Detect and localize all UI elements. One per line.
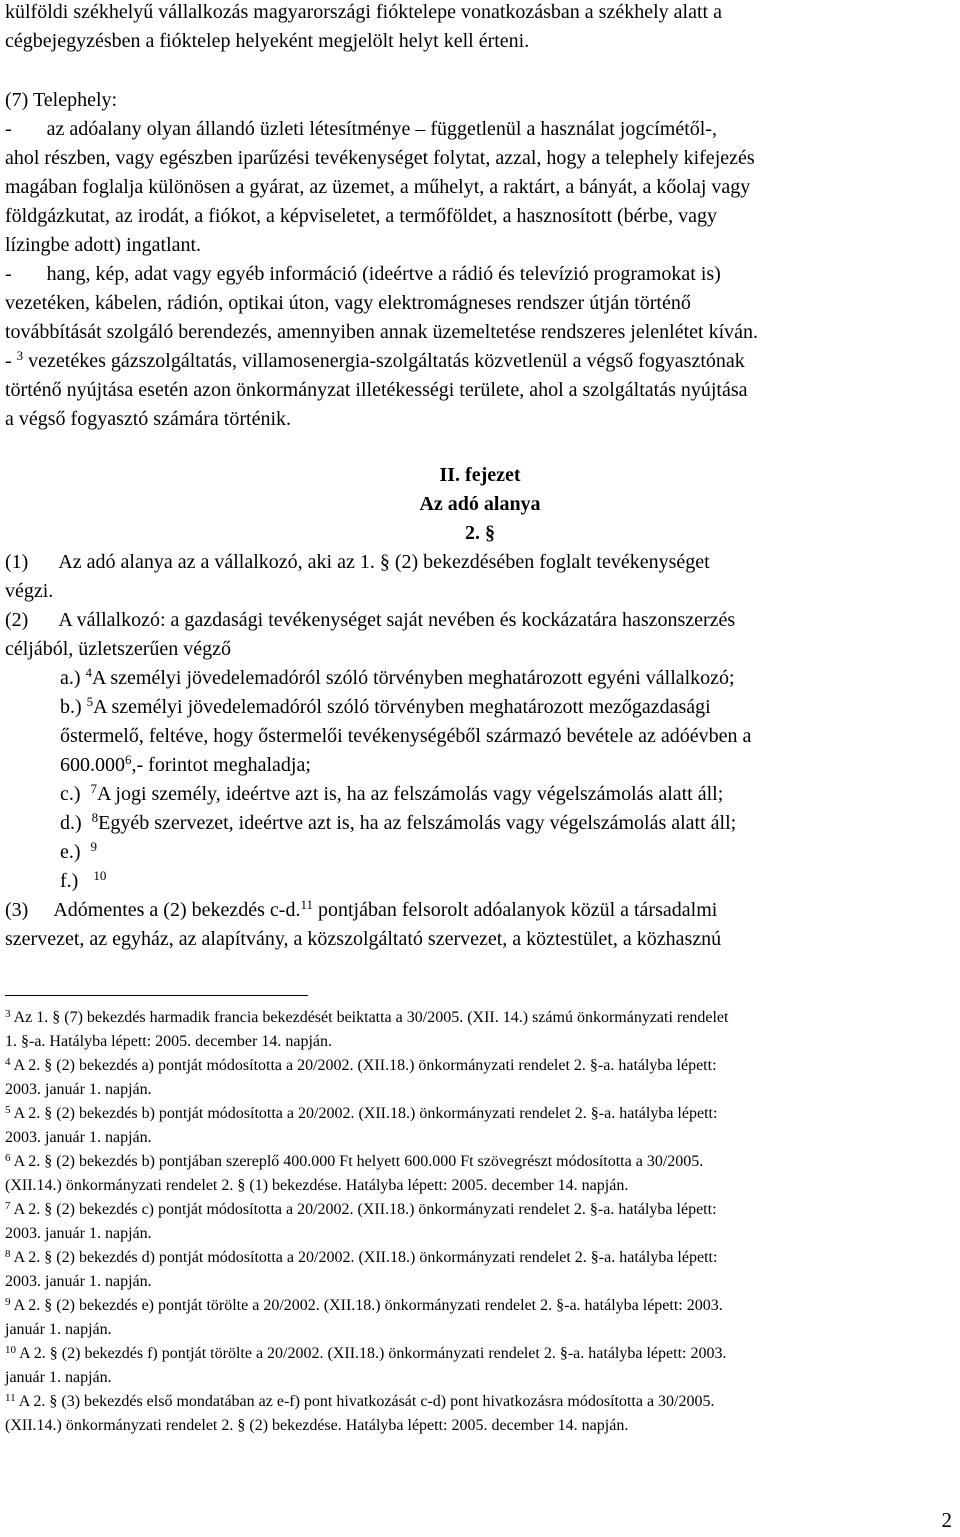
footnote-text: A 2. § (2) bekezdés b) pontját módosította a 20/2002. (XII.18.) önkormányzati rendelet 2. §-a. hatályba lépett: xyxy=(10,1105,718,1122)
item-text: A személyi jövedelemadóról szóló törvényben meghatározott egyéni vállalkozó; xyxy=(92,667,735,689)
footnote-text: A 2. § (2) bekezdés b) pontjában szereplő 400.000 Ft helyett 600.000 Ft szövegrészt módosította a 30/2005. xyxy=(10,1153,704,1170)
text-span: pontjában felsorolt adóalanyok közül a társadalmi xyxy=(312,899,718,921)
footnote-text: A 2. § (2) bekezdés a) pontját módosította a 20/2002. (XII.18.) önkormányzati rendelet 2. §-a. hatályba lépett: xyxy=(10,1057,717,1074)
footnote-9-line2: január 1. napján. xyxy=(5,1321,112,1338)
list-item-b-line2: őstermelő, feltéve, hogy őstermelői tevékenységéből származó bevétele az adóévben a xyxy=(60,725,752,747)
footnote-number: 10 xyxy=(5,1344,16,1356)
footnote-number: 5 xyxy=(5,1104,11,1116)
section-label-telephely: (7) Telephely: xyxy=(5,89,118,111)
footnote-text: Az 1. § (7) bekezdés harmadik francia bekezdését beiktatta a 30/2005. (XII. 14.) számú önkormányzati rendelet xyxy=(10,1009,729,1026)
paragraph-1-line2: végzi. xyxy=(5,580,54,602)
footnote-ref: 7 xyxy=(90,781,98,796)
footnote-ref: 9 xyxy=(90,839,98,854)
chapter-heading: II. fejezet xyxy=(439,464,521,486)
footnote-11-line2: (XII.14.) önkormányzati rendelet 2. § (2) bekezdése. Hatályba lépett: 2005. december 14. napján. xyxy=(5,1417,629,1434)
item-label: a.) xyxy=(60,667,86,689)
item-label: f.) xyxy=(60,870,94,892)
text-line: a végső fogyasztó számára történik. xyxy=(5,408,292,430)
footnote-number: 3 xyxy=(5,1008,11,1020)
footnote-separator xyxy=(5,995,308,996)
footnote-3 xyxy=(5,1008,728,1028)
footnote-ref: 6 xyxy=(125,752,132,767)
item-label: c.) xyxy=(60,783,91,805)
footnote-text: A 2. § (2) bekezdés e) pontját törölte a 20/2002. (XII.18.) önkormányzati rendelet 2. §-a. hatályba lépett: 2003. xyxy=(10,1297,723,1314)
list-item-c xyxy=(60,782,723,806)
item-label: d.) xyxy=(60,812,92,834)
list-item-b xyxy=(60,695,711,719)
paragraph-2-line2: céljából, üzletszerűen végző xyxy=(5,638,231,660)
paragraph-3-line2: szervezet, az egyház, az alapítvány, a közszolgáltató szervezet, a köztestület, a közhasznú xyxy=(5,928,722,950)
footnote-text: A 2. § (2) bekezdés d) pontját módosította a 20/2002. (XII.18.) önkormányzati rendelet 2. §-a. hatályba lépett: xyxy=(10,1249,718,1266)
footnote-8-line2: 2003. január 1. napján. xyxy=(5,1273,152,1290)
text-line: földgázkutat, az irodát, a fiókot, a képviseletet, a termőföldet, a hasznosított (bérbe, vagy xyxy=(5,205,717,227)
item-label: e.) xyxy=(60,841,91,863)
footnote-7-line2: 2003. január 1. napján. xyxy=(5,1225,152,1242)
list-item-a xyxy=(60,666,735,690)
footnote-ref: 4 xyxy=(85,665,93,680)
footnote-11 xyxy=(5,1392,715,1412)
text-line: magában foglalja különösen a gyárat, az üzemet, a műhelyt, a raktárt, a bányát, a kőolaj vagy xyxy=(5,176,751,198)
dash: - xyxy=(5,350,17,372)
footnote-3-line2: 1. §-a. Hatályba lépett: 2005. december 14. napján. xyxy=(5,1033,332,1050)
text-line: - az adóalany olyan állandó üzleti létesítménye – függetlenül a használat jogcímétől-, xyxy=(5,118,717,140)
footnote-number: 8 xyxy=(5,1248,11,1260)
item-text: ,- forintot meghaladja; xyxy=(131,754,311,776)
footnote-text: A 2. § (2) bekezdés c) pontját módosította a 20/2002. (XII.18.) önkormányzati rendelet 2. §-a. hatályba lépett: xyxy=(10,1201,717,1218)
footnote-ref: 5 xyxy=(86,694,94,709)
footnote-number: 11 xyxy=(5,1392,16,1404)
footnote-9 xyxy=(5,1296,723,1316)
chapter-title: Az adó alanya xyxy=(419,493,541,515)
footnote-number: 9 xyxy=(5,1296,11,1308)
text-line: továbbítását szolgáló berendezés, amennyiben annak üzemeltetése rendszeres jelenlétet kíván. xyxy=(5,321,759,343)
paragraph-1-line1: (1) Az adó alanya az a vállalkozó, aki az 1. § (2) bekezdésében foglalt tevékenységet xyxy=(5,551,710,573)
footnote-8 xyxy=(5,1248,717,1268)
text-line: lízingbe adott) ingatlant. xyxy=(5,234,202,256)
text-line: külföldi székhelyű vállalkozás magyarországi fióktelepe vonatkozásban a székhely alatt a xyxy=(5,1,722,23)
footnote-number: 7 xyxy=(5,1200,11,1212)
list-item-e xyxy=(60,840,97,864)
text-line: cégbejegyzésben a fióktelep helyeként megjelölt helyt kell érteni. xyxy=(5,30,530,52)
amount: 600.000 xyxy=(60,754,125,776)
footnote-ref: 8 xyxy=(91,810,99,825)
footnote-4 xyxy=(5,1056,717,1076)
paragraph-3-line1 xyxy=(5,898,717,922)
page-number: 2 xyxy=(941,1508,952,1532)
list-item-d xyxy=(60,811,736,835)
footnote-5-line2: 2003. január 1. napján. xyxy=(5,1129,152,1146)
footnote-text: A 2. § (3) bekezdés első mondatában az e-f) pont hivatkozását c-d) pont hivatkozásra módosította a 30/2005. xyxy=(15,1393,715,1410)
footnote-10 xyxy=(5,1344,726,1364)
footnote-ref: 11 xyxy=(300,897,313,912)
list-item-b-line3 xyxy=(60,753,311,777)
footnote-ref: 10 xyxy=(93,868,107,883)
footnote-10-line2: január 1. napján. xyxy=(5,1369,112,1386)
text-line: ahol részben, vagy egészben iparűzési tevékenységet folytat, azzal, hogy a telephely kifejezés xyxy=(5,147,755,169)
text-line: történő nyújtása esetén azon önkormányzat illetékességi területe, ahol a szolgáltatás nyújtása xyxy=(5,379,748,401)
section-number: 2. § xyxy=(465,522,495,544)
footnote-ref: 3 xyxy=(16,348,24,363)
text-line: vezetéken, kábelen, rádión, optikai úton, vagy elektromágneses rendszer útján történő xyxy=(5,292,691,314)
item-text: Egyéb szervezet, ideértve azt is, ha az felszámolás vagy végelszámolás alatt áll; xyxy=(98,812,737,834)
item-text: A személyi jövedelemadóról szóló törvényben meghatározott mezőgazdasági xyxy=(93,696,711,718)
text-span: (3) Adómentes a (2) bekezdés c-d. xyxy=(5,899,301,921)
text-span: vezetékes gázszolgáltatás, villamosenergia-szolgáltatás közvetlenül a végső fogyasztónak xyxy=(23,350,745,372)
footnote-text: A 2. § (2) bekezdés f) pontját törölte a 20/2002. (XII.18.) önkormányzati rendelet 2. §-a. hatályba lépett: 2003. xyxy=(16,1345,727,1362)
footnote-6 xyxy=(5,1152,703,1172)
item-text: A jogi személy, ideértve azt is, ha az felszámolás vagy végelszámolás alatt áll; xyxy=(97,783,724,805)
footnote-6-line2: (XII.14.) önkormányzati rendelet 2. § (1) bekezdése. Hatályba lépett: 2005. december 14. napján. xyxy=(5,1177,629,1194)
text-line: - hang, kép, adat vagy egyéb információ (ideértve a rádió és televízió programokat is) xyxy=(5,263,721,285)
list-item-f xyxy=(60,869,106,893)
item-label: b.) xyxy=(60,696,87,718)
footnote-5 xyxy=(5,1104,717,1124)
footnote-7 xyxy=(5,1200,717,1220)
footnote-4-line2: 2003. január 1. napján. xyxy=(5,1081,152,1098)
paragraph-2-line1: (2) A vállalkozó: a gazdasági tevékenységet saját nevében és kockázatára haszonszerzés xyxy=(5,609,736,631)
footnote-number: 6 xyxy=(5,1152,11,1164)
text-line xyxy=(5,349,745,373)
footnote-number: 4 xyxy=(5,1056,11,1068)
